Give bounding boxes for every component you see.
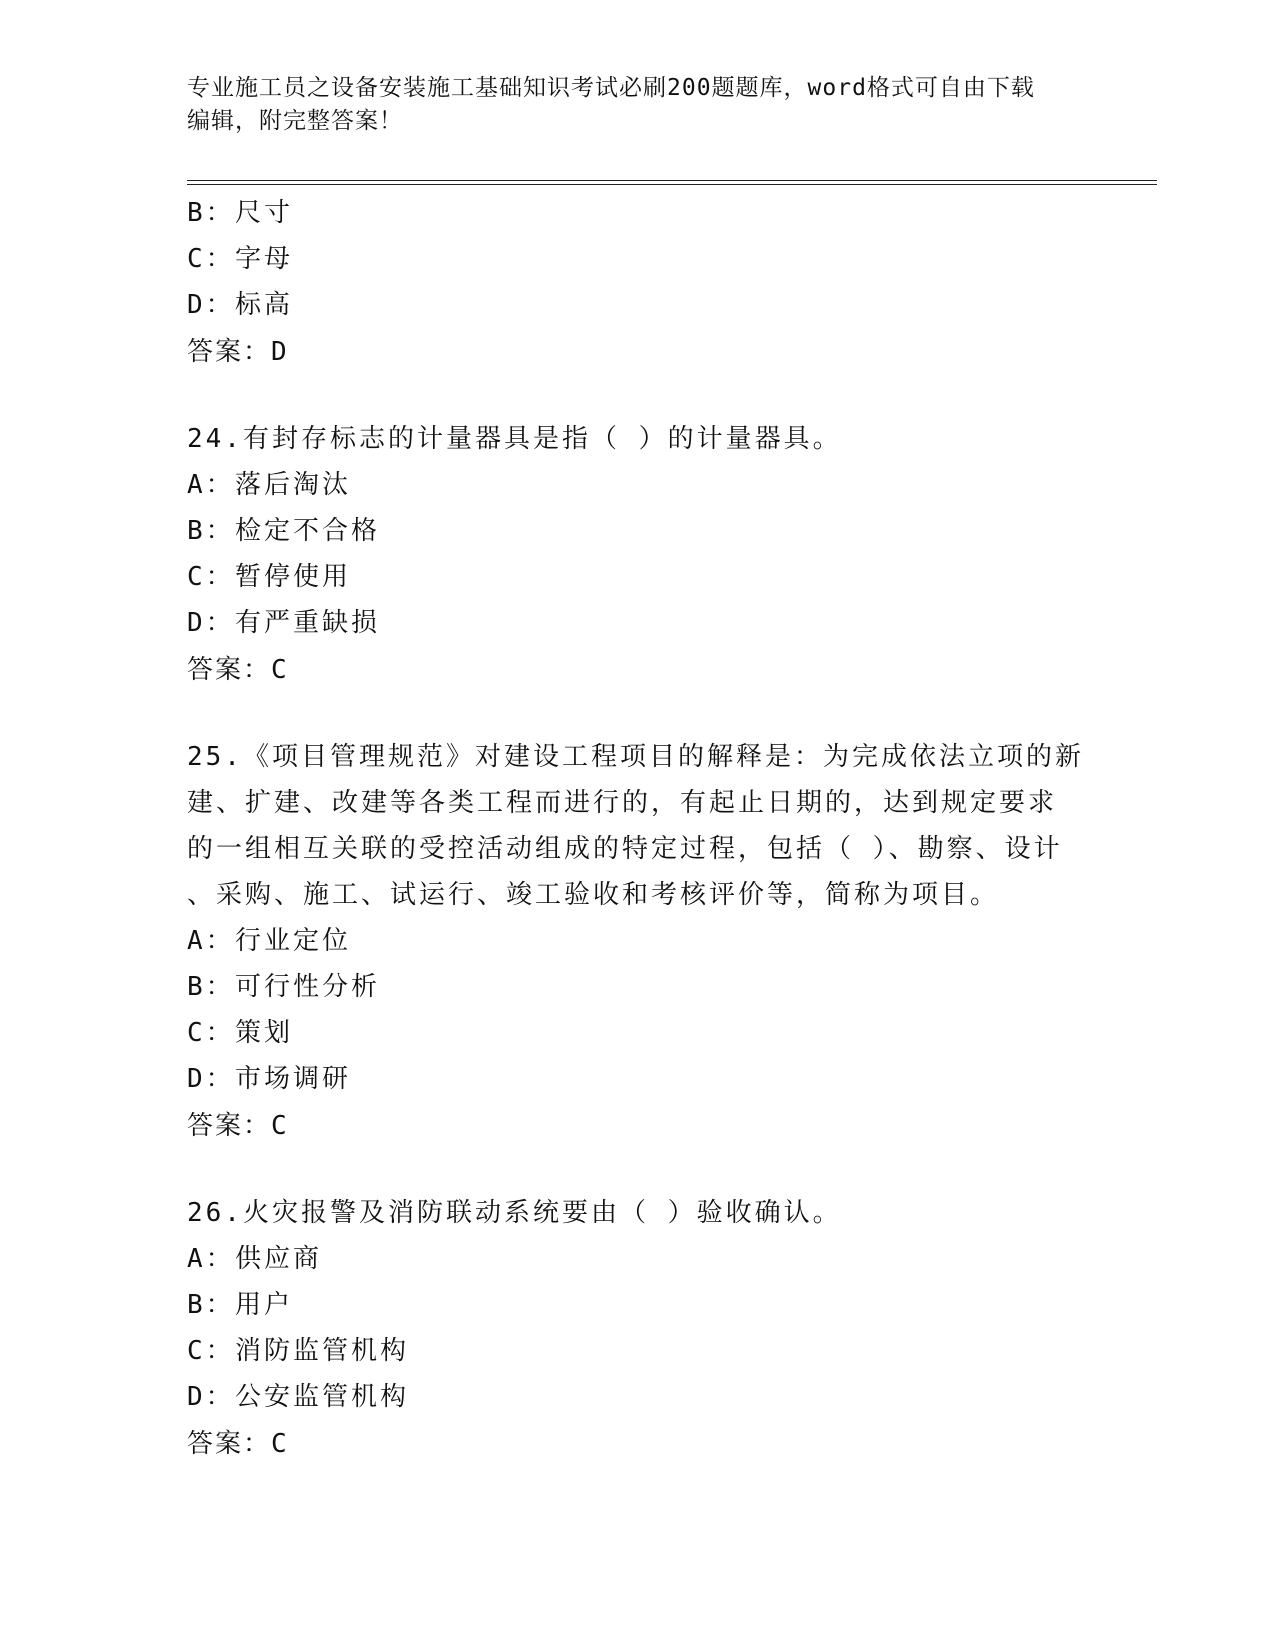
option-b: B：用户 bbox=[187, 1290, 294, 1320]
question-text-line-3: 的一组相互关联的受控活动组成的特定过程，包括（ ）、勘察、设计 bbox=[187, 834, 1063, 864]
option-d: D：市场调研 bbox=[187, 1064, 352, 1094]
question-text: 24.有封存标志的计量器具是指（ ）的计量器具。 bbox=[187, 424, 842, 454]
document-header bbox=[187, 72, 1087, 138]
answer-line: 答案：C bbox=[187, 655, 289, 685]
question-block-continued bbox=[187, 190, 1087, 376]
question-block-24 bbox=[187, 416, 1087, 694]
question-text-line-2: 建、扩建、改建等各类工程而进行的，有起止日期的，达到规定要求 bbox=[187, 788, 1058, 818]
question-text-line-1: 25.《项目管理规范》对建设工程项目的解释是：为完成依法立项的新 bbox=[187, 742, 1084, 772]
header-line-1: 专业施工员之设备安装施工基础知识考试必刷200题题库，word格式可自由下载 bbox=[187, 75, 1035, 101]
option-b: B：检定不合格 bbox=[187, 516, 381, 546]
option-b: B：尺寸 bbox=[187, 198, 294, 228]
option-d: D：公安监管机构 bbox=[187, 1382, 410, 1412]
option-c: C：字母 bbox=[187, 244, 294, 274]
answer-line: 答案：D bbox=[187, 337, 289, 367]
question-block-26 bbox=[187, 1190, 1087, 1468]
option-c: C：策划 bbox=[187, 1018, 294, 1048]
question-text-line-4: 、采购、施工、试运行、竣工验收和考核评价等，简称为项目。 bbox=[187, 880, 1000, 910]
answer-line: 答案：C bbox=[187, 1429, 289, 1459]
option-d: D：有严重缺损 bbox=[187, 608, 381, 638]
option-a: A：行业定位 bbox=[187, 926, 352, 956]
option-a: A：供应商 bbox=[187, 1244, 323, 1274]
answer-line: 答案：C bbox=[187, 1111, 289, 1141]
question-list bbox=[187, 190, 1087, 1468]
option-b: B：可行性分析 bbox=[187, 972, 381, 1002]
question-text: 26.火灾报警及消防联动系统要由（ ）验收确认。 bbox=[187, 1198, 842, 1228]
header-line-2: 编辑，附完整答案！ bbox=[187, 108, 403, 134]
option-d: D：标高 bbox=[187, 290, 294, 320]
option-c: C：暂停使用 bbox=[187, 562, 352, 592]
option-c: C：消防监管机构 bbox=[187, 1336, 410, 1366]
header-divider-top bbox=[187, 180, 1157, 181]
question-block-25 bbox=[187, 734, 1087, 1150]
option-a: A：落后淘汰 bbox=[187, 470, 352, 500]
header-divider-bottom bbox=[187, 184, 1157, 185]
